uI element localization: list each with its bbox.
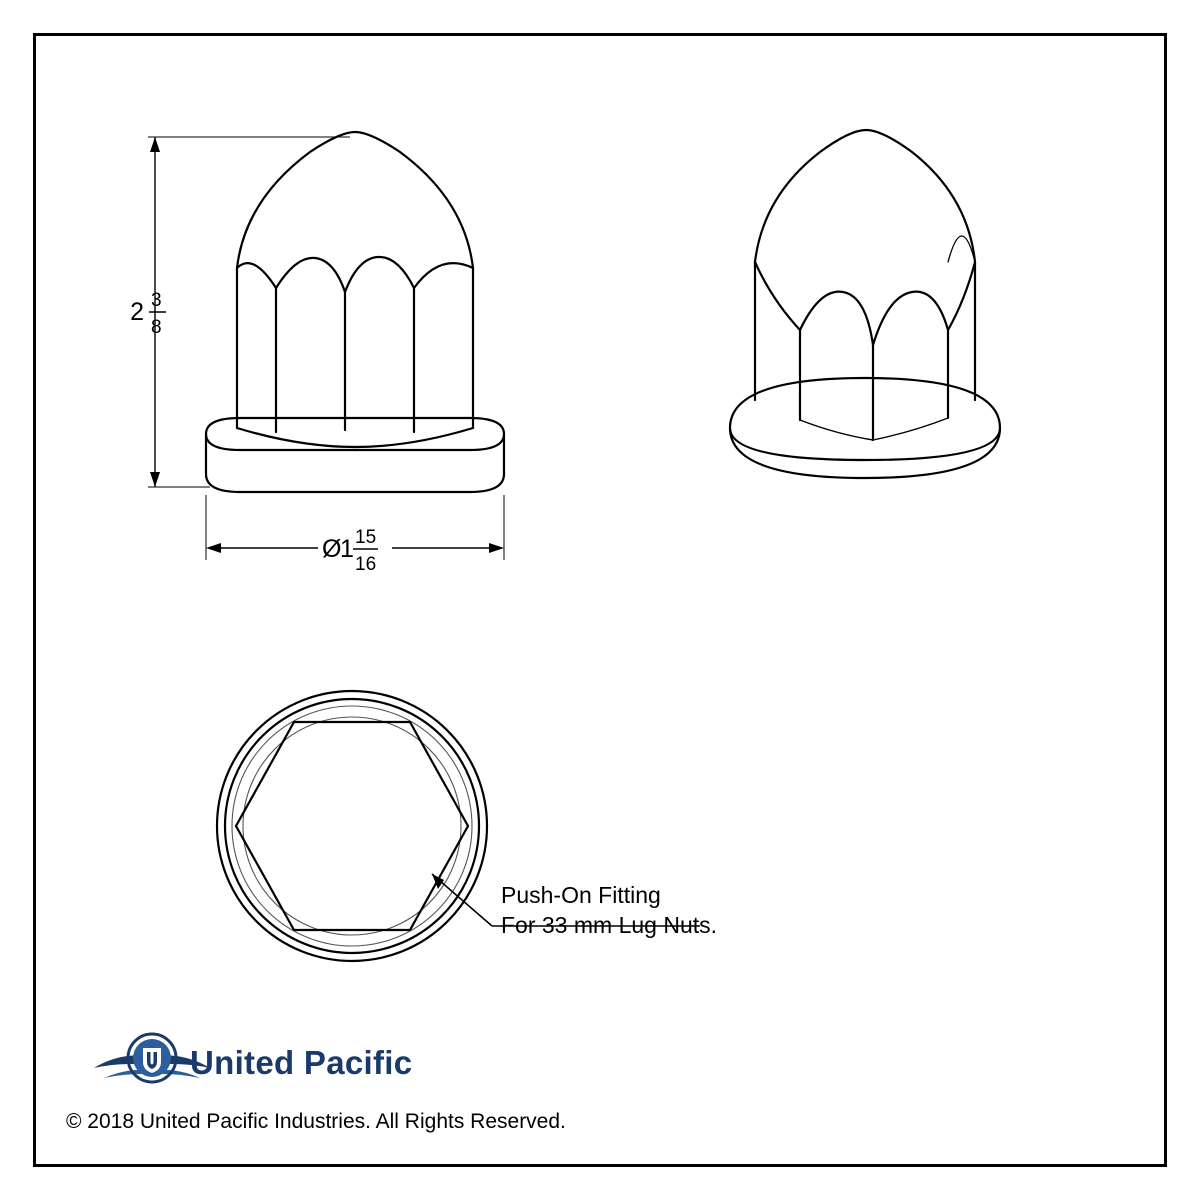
diameter-dimension-text [322,527,378,575]
branding-block [66,1028,686,1148]
height-numerator: 3 [151,290,162,311]
fitting-note-line-1: Push-On Fitting [501,882,661,908]
fitting-note-line-2: For 33 mm Lug Nuts. [501,912,718,938]
fitting-note-text [501,882,717,938]
diameter-denominator: 16 [355,554,377,575]
diameter-symbol: Ø [322,535,342,563]
copyright-text: © 2018 United Pacific Industries. All Rights Reserved. [66,1110,566,1133]
height-whole-value: 2 [130,298,144,326]
diameter-numerator: 15 [355,527,377,548]
front-elevation-view [206,132,504,492]
brand-name: United Pacific [190,1044,413,1081]
isometric-view [730,130,1000,478]
height-denominator: 8 [151,317,162,338]
height-dimension [148,137,350,487]
height-dimension-text [130,290,166,338]
diameter-whole-value: 1 [340,535,354,563]
top-plan-view [217,691,487,961]
